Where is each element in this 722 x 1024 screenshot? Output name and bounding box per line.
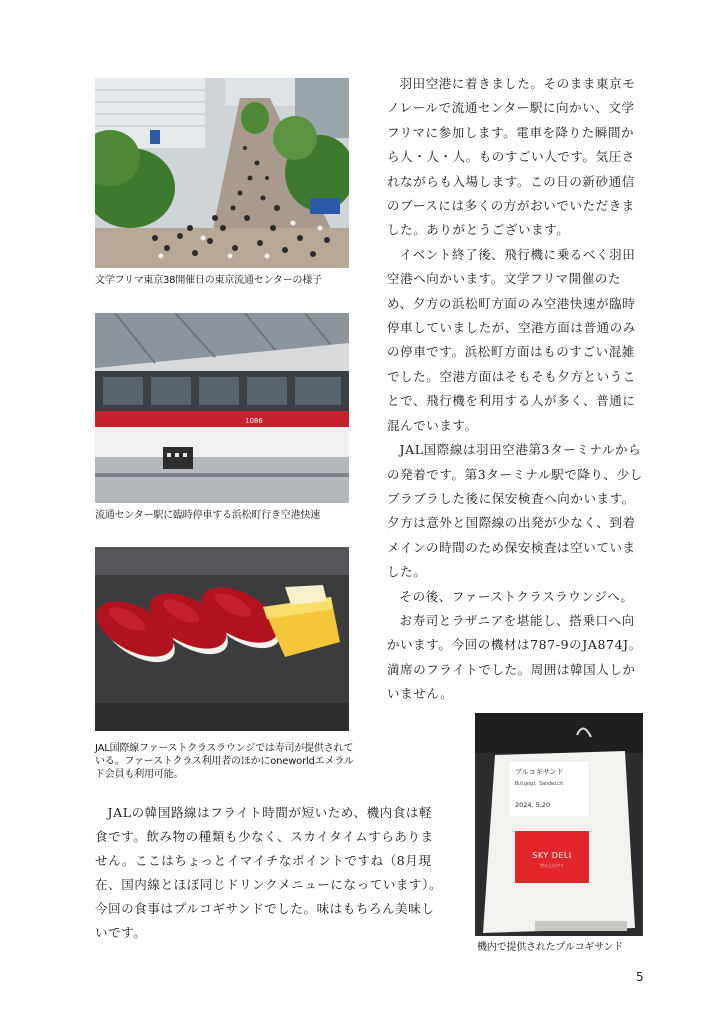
sushi-caption: JAL国際線ファーストクラスラウンジでは寿司が提供されている。ファーストクラス利用者のほかにoneworldエメラルド会員も利用可能。: [95, 743, 354, 780]
train-number-label: 1086: [245, 417, 263, 425]
bag-photo: [475, 713, 643, 936]
crowd-caption: 文学フリマ東京38開催日の東京流通センターの様子: [95, 275, 322, 286]
paragraph: JAL国際線は羽田空港第3ターミナルからの発着です。第3ターミナル駅で降り、少しブラブラした後に保安検査へ向かいます。夕方は意外と国際線の出発が少なく、到着メインの時間のため保安検査は空いていました。: [387, 442, 643, 580]
sushi-photo: [95, 547, 349, 731]
paragraph: JALの韓国路線はフライト時間が短いため、機内食は軽食です。飲み物の種類も少なく、スカイタイムすらありません。ここはちょっとイマイチなポイントですね（8月現在、国内線とほぼ同じドリンクメニューになっています）。今回の食事はプルコギサンドでした。味はもちろん美味しいです。: [95, 805, 443, 940]
train-photo: [95, 313, 349, 503]
sky-deli-subtitle: 空の上のデリ: [540, 863, 564, 868]
page-number: 5: [636, 970, 644, 984]
bag-label-title: プルコギサンド: [515, 768, 564, 776]
paragraph: お寿司とラザニアを堪能し、搭乗口へ向かいます。今回の機材は787-9のJA874J。満席のフライトでした。周囲は韓国人しかいません。: [387, 612, 642, 702]
right-column-text: [387, 72, 645, 707]
paragraph: イベント終了後、飛行機に乗るべく羽田空港へ向かいます。文学フリマ開催のため、夕方の浜松町方面のみ空港快速が臨時停車していましたが、空港方面は普通のみの停車です。浜松町方面はものすごい混雑でした。空港方面はそもそも夕方ということで、飛行機を利用する人が多く、普通に混んでいます。: [387, 246, 636, 433]
bag-label-subtitle: Bulgogi Sandwich: [515, 781, 564, 787]
bag-caption: 機内で提供されたプルコギサンド: [477, 942, 624, 953]
paragraph: その後、ファーストクラスラウンジへ。: [399, 588, 634, 604]
train-caption: 流通センター駅に臨時停車する浜松町行き空港快速: [95, 510, 320, 521]
sky-deli-logo: SKY DELI: [532, 851, 572, 860]
bottom-text: [95, 801, 443, 945]
paragraph: 羽田空港に着きました。そのまま東京モノレールで流通センター駅に向かい、文学フリマに参加します。電車を降りた瞬間から人・人・人。ものすごい人です。気圧されながらも入場します。この日の新砂通信のブースには多くの方がおいでいただきました。ありがとうございます。: [387, 76, 636, 238]
crowd-photo: [95, 78, 349, 268]
bag-label-date: 2024. 5.20: [515, 801, 551, 809]
